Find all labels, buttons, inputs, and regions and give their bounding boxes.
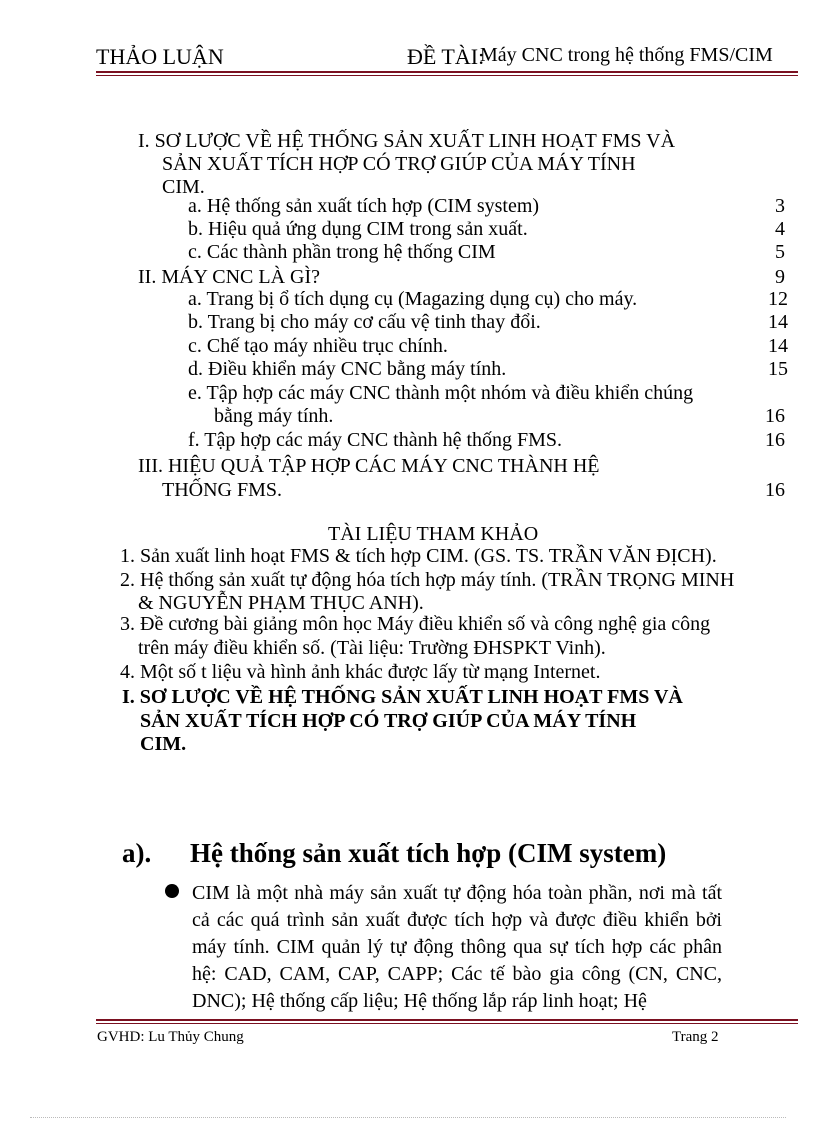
- toc-page-number: 5: [775, 241, 785, 263]
- reference-line: 3. Đề cương bài giảng môn học Máy điều khiển số và công nghệ gia công: [120, 613, 711, 635]
- subsection-marker: a).: [122, 838, 152, 868]
- subsection-title: Hệ thống sản xuất tích hợp (CIM system): [190, 838, 667, 868]
- reference-line: 4. Một số t liệu và hình ảnh khác được lấy từ mạng Internet.: [120, 661, 601, 683]
- body-paragraph: CIM là một nhà máy sản xuất tự động hóa toàn phần, nơi mà tất cả các quá trình sản xuất được tích hợp và được điều khiển bởi máy tính. CIM quản lý tự động thông qua sự tích hợp các phân hệ: CAD, CAM, CAP, CAPP; Các tế bào gia công (CN, CNC, DNC); Hệ thống cấp liệu; Hệ thống lắp ráp linh hoạt; Hệ: [192, 882, 722, 1012]
- toc-item[interactable]: b. Hiệu quả ứng dụng CIM trong sản xuất.: [188, 218, 528, 240]
- footer-rule-thin: [96, 1023, 798, 1024]
- toc-sec2-title[interactable]: II. MÁY CNC LÀ GÌ?: [138, 266, 321, 288]
- toc-page-number: 3: [775, 195, 785, 217]
- toc-item[interactable]: d. Điều khiển máy CNC bằng máy tính.: [188, 358, 507, 380]
- toc-page-number: 14: [768, 311, 788, 333]
- header-topic-title: Máy CNC trong hệ thống FMS/CIM: [480, 44, 773, 66]
- toc-sec3-line2[interactable]: THỐNG FMS.: [162, 479, 283, 501]
- toc-sec1-line3: CIM.: [162, 176, 205, 198]
- toc-page-number: 15: [768, 358, 788, 380]
- bullet-icon: [165, 884, 179, 898]
- footer-page-number: Trang 2: [672, 1029, 719, 1045]
- toc-item[interactable]: c. Các thành phần trong hệ thống CIM: [188, 241, 496, 263]
- toc-sec1-line1: I. SƠ LƯỢC VỀ HỆ THỐNG SẢN XUẤT LINH HOẠT FMS VÀ: [138, 130, 676, 152]
- toc-item[interactable]: c. Chế tạo máy nhiều trục chính.: [188, 335, 448, 357]
- references-title: TÀI LIỆU THAM KHẢO: [328, 523, 539, 545]
- reference-line: trên máy điều khiển số. (Tài liệu: Trường ĐHSPKT Vinh).: [138, 637, 606, 659]
- toc-page-number: 9: [775, 266, 785, 288]
- toc-item[interactable]: e. Tập hợp các máy CNC thành một nhóm và điều khiển chúng: [188, 382, 694, 404]
- section-heading-line2: SẢN XUẤT TÍCH HỢP CÓ TRỢ GIÚP CỦA MÁY TÍNH: [140, 710, 637, 732]
- reference-line: 2. Hệ thống sản xuất tự động hóa tích hợp máy tính. (TRẦN TRỌNG MINH: [120, 569, 735, 591]
- section-heading-line3: CIM.: [140, 733, 187, 755]
- reference-line: 1. Sản xuất linh hoạt FMS & tích hợp CIM. (GS. TS. TRẦN VĂN ĐỊCH).: [120, 545, 717, 567]
- toc-item[interactable]: a. Hệ thống sản xuất tích hợp (CIM system): [188, 195, 540, 217]
- toc-item[interactable]: a. Trang bị ổ tích dụng cụ (Magazing dụng cụ) cho máy.: [188, 288, 638, 310]
- reference-line: & NGUYỄN PHẠM THỤC ANH).: [138, 592, 424, 614]
- toc-page-number: 14: [768, 335, 788, 357]
- section-heading-line1: I. SƠ LƯỢC VỀ HỆ THỐNG SẢN XUẤT LINH HOẠT FMS VÀ: [122, 686, 683, 708]
- footer-rule-thick: [96, 1019, 798, 1021]
- toc-page-number: 12: [768, 288, 788, 310]
- toc-page-number: 16: [765, 429, 785, 451]
- toc-item[interactable]: f. Tập hợp các máy CNC thành hệ thống FMS.: [188, 429, 563, 451]
- page-bottom-divider: [30, 1117, 786, 1118]
- header-rule-thick: [96, 71, 798, 73]
- toc-sec3-line1[interactable]: III. HIỆU QUẢ TẬP HỢP CÁC MÁY CNC THÀNH HỆ: [138, 455, 600, 477]
- header-topic-label: ĐỀ TÀI:: [407, 44, 485, 69]
- toc-page-number: 16: [765, 479, 785, 501]
- toc-item-continuation[interactable]: bằng máy tính.: [214, 405, 334, 427]
- toc-item[interactable]: b. Trang bị cho máy cơ cấu vệ tinh thay đổi.: [188, 311, 541, 333]
- header-left-title: THẢO LUẬN: [96, 44, 224, 69]
- footer-instructor: GVHD: Lu Thủy Chung: [97, 1029, 244, 1045]
- header-rule-thin: [96, 75, 798, 76]
- toc-sec1-line2: SẢN XUẤT TÍCH HỢP CÓ TRỢ GIÚP CỦA MÁY TÍNH: [162, 153, 636, 175]
- toc-page-number: 16: [765, 405, 785, 427]
- toc-page-number: 4: [775, 218, 785, 240]
